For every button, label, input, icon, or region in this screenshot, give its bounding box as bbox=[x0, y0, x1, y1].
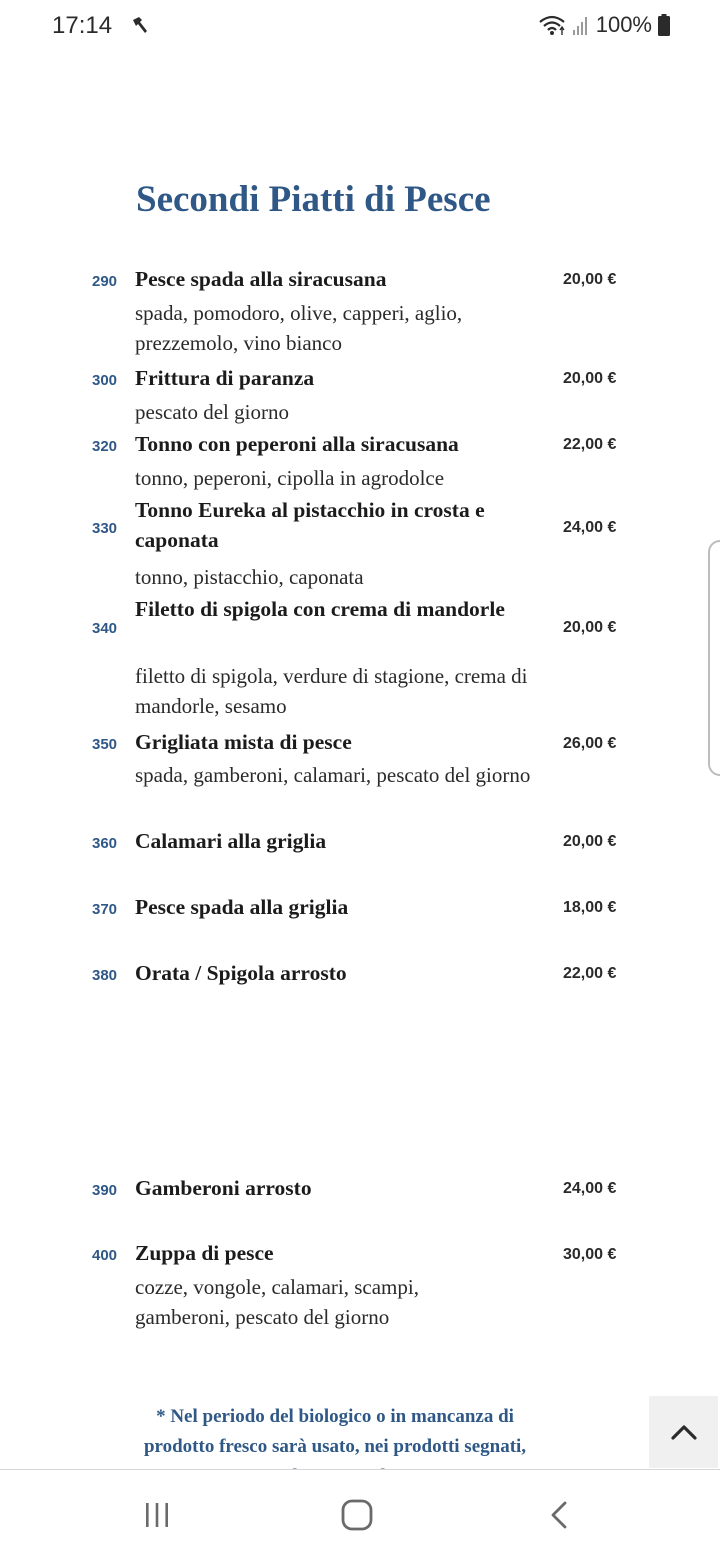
item-price: 20,00 € bbox=[563, 833, 617, 850]
item-number: 370 bbox=[92, 901, 118, 918]
back-icon bbox=[545, 1500, 575, 1530]
item-description: spada, pomodoro, olive, capperi, aglio, prezzemolo, vino bianco bbox=[135, 301, 463, 355]
item-price: 22,00 € bbox=[563, 965, 617, 982]
item-name: Pesce spada alla griglia bbox=[135, 895, 349, 919]
item-name: Filetto di spigola con crema di mandorle bbox=[135, 597, 505, 621]
navigation-bar bbox=[0, 1470, 720, 1560]
item-name: Frittura di paranza bbox=[135, 366, 315, 390]
item-number: 330 bbox=[92, 520, 118, 537]
item-price: 24,00 € bbox=[563, 519, 617, 536]
item-price: 18,00 € bbox=[563, 899, 617, 916]
item-price: 26,00 € bbox=[563, 735, 617, 752]
footnote: * Nel periodo del biologico o in mancanza di prodotto fresco sarà usato, nei prodotti segnati, bbox=[143, 1406, 527, 1457]
item-price: 22,00 € bbox=[563, 436, 617, 453]
status-time: 17:14 bbox=[52, 12, 113, 39]
item-name: Tonno con peperoni alla siracusana bbox=[135, 432, 459, 456]
status-icons bbox=[538, 12, 670, 38]
battery-text: 100% bbox=[595, 12, 652, 37]
scroll-handle[interactable] bbox=[708, 540, 720, 776]
item-price: 20,00 € bbox=[563, 370, 617, 387]
item-description: tonno, peperoni, cipolla in agrodolce bbox=[135, 466, 445, 490]
item-name: Tonno Eureka al pistacchio in crosta e caponata bbox=[135, 498, 485, 552]
item-description: pescato del giorno bbox=[135, 400, 289, 424]
item-name: Calamari alla griglia bbox=[135, 829, 327, 853]
item-name: Gamberoni arrosto bbox=[135, 1176, 312, 1200]
status-bar bbox=[0, 0, 720, 56]
item-number: 340 bbox=[92, 620, 118, 637]
item-number: 300 bbox=[92, 372, 118, 389]
item-number: 360 bbox=[92, 835, 118, 852]
item-number: 350 bbox=[92, 736, 118, 753]
wifi-icon bbox=[538, 14, 566, 36]
item-description: cozze, vongole, calamari, scampi, gamberoni, pescato del giorno bbox=[135, 1275, 419, 1329]
item-price: 20,00 € bbox=[563, 271, 617, 288]
item-number: 380 bbox=[92, 967, 118, 984]
item-price: 30,00 € bbox=[563, 1246, 617, 1263]
recents-button[interactable] bbox=[137, 1498, 177, 1532]
hammer-icon bbox=[130, 15, 150, 35]
item-name: Grigliata mista di pesce bbox=[135, 730, 352, 754]
section-title: Secondi Piatti di Pesce bbox=[136, 179, 491, 220]
home-button[interactable] bbox=[337, 1498, 377, 1532]
item-price: 24,00 € bbox=[563, 1180, 617, 1197]
item-number: 390 bbox=[92, 1182, 118, 1199]
item-number: 290 bbox=[92, 273, 118, 290]
item-description: spada, gamberoni, calamari, pescato del giorno bbox=[135, 763, 531, 787]
item-description: filetto di spigola, verdure di stagione, crema di mandorle, sesamo bbox=[135, 664, 528, 718]
signal-icon bbox=[572, 14, 590, 36]
item-price: 20,00 € bbox=[563, 619, 617, 636]
item-name: Zuppa di pesce bbox=[135, 1241, 274, 1265]
item-description: tonno, pistacchio, caponata bbox=[135, 565, 364, 589]
item-number: 400 bbox=[92, 1247, 118, 1264]
item-name: Pesce spada alla siracusana bbox=[135, 267, 387, 291]
item-number: 320 bbox=[92, 438, 118, 455]
item-name: Orata / Spigola arrosto bbox=[135, 961, 347, 985]
recents-icon bbox=[142, 1500, 172, 1530]
back-to-top-button[interactable] bbox=[649, 1396, 718, 1468]
back-button[interactable] bbox=[540, 1498, 580, 1532]
home-icon bbox=[340, 1498, 374, 1532]
chevron-up-icon bbox=[670, 1422, 698, 1442]
battery-icon bbox=[658, 14, 670, 36]
